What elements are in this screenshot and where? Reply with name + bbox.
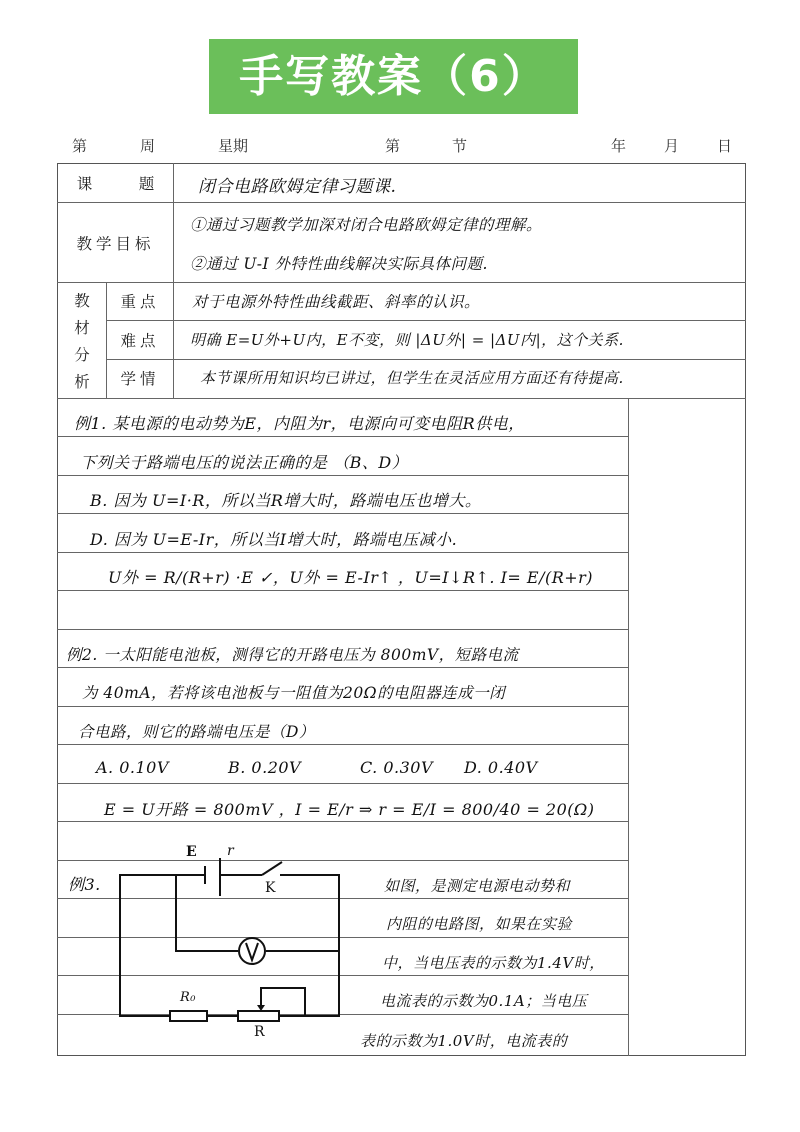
student-status-value: 本节课所用知识均已讲过，但学生在灵活应用方面还有待提高. <box>200 369 624 387</box>
weekday-label: 星期 <box>218 137 249 155</box>
objective-1: ①通过习题教学加深对闭合电路欧姆定律的理解。 <box>190 216 543 234</box>
ex2-option-b: B. 0.20V <box>228 758 302 777</box>
ruled-line <box>57 783 628 784</box>
ex2-line-2: 为 40mA，若将该电池板与一阻值为20Ω的电阻器连成一闭 <box>82 684 506 702</box>
margin-divider <box>628 398 629 1056</box>
ruled-line <box>57 513 628 514</box>
ruled-line <box>57 937 628 938</box>
ex1-line-2: 下列关于路端电压的说法正确的是 （B、D） <box>80 453 409 472</box>
ruled-line <box>57 744 628 745</box>
ex1-option-b: B. 因为 U=I·R，所以当R增大时，路端电压也增大。 <box>90 491 482 510</box>
ex2-option-c: C. 0.30V <box>360 758 434 777</box>
ruled-line <box>57 706 628 707</box>
topic-value: 闭合电路欧姆定律习题课. <box>198 177 397 197</box>
emf-label: E <box>186 844 198 860</box>
internal-resistance-label: r <box>227 843 235 859</box>
header-row <box>0 135 800 157</box>
week-suffix: 周 <box>140 137 156 155</box>
ruled-line <box>57 590 628 591</box>
day-label: 日 <box>717 137 733 155</box>
r0-label: R₀ <box>180 990 196 1005</box>
ruled-line <box>57 898 628 899</box>
rheostat-label: R <box>254 1024 266 1040</box>
ex2-solution: E = U开路 = 800mV ，I = E/r ⇒ r = E/I = 800/40 = 20(Ω) <box>104 800 595 819</box>
objective-2: ②通过 U-I 外特性曲线解决实际具体问题. <box>190 255 488 273</box>
ex3-line-2: 内阻的电路图，如果在实验 <box>386 915 573 933</box>
label-column-divider <box>173 163 174 399</box>
ruled-line <box>57 821 628 822</box>
key-point-label: 重点 <box>120 293 160 311</box>
divider <box>57 282 746 283</box>
ex2-option-d: D. 0.40V <box>464 758 538 777</box>
divider <box>106 359 746 360</box>
divider <box>57 398 746 399</box>
difficulty-value: 明确 E=U外+U内，E不变，则 |ΔU外| = |ΔU内|，这个关系. <box>190 331 624 349</box>
ruled-line <box>57 629 628 630</box>
key-point-value: 对于电源外特性曲线截距、斜率的认识。 <box>192 293 481 311</box>
period-suffix: 节 <box>452 137 468 155</box>
week-prefix: 第 <box>72 137 88 155</box>
ruled-line <box>57 667 628 668</box>
ex3-label: 例3. <box>68 875 101 894</box>
ex3-line-3: 中，当电压表的示数为1.4V时， <box>382 954 605 972</box>
ex1-formula: U外 = R/(R+r) ·E ✓，U外 = E-Ir↑ ，U=I↓R↑. I= E/(R+r) <box>108 568 594 587</box>
ex3-line-5: 表的示数为1.0V时，电流表的 <box>360 1032 568 1050</box>
analysis-group-label: 教 材 分 析 <box>74 292 90 391</box>
ex2-line-3: 合电路，则它的路端电压是（D） <box>78 723 315 741</box>
ruled-line <box>57 975 628 976</box>
ex2-line-1: 例2. 一太阳能电池板，测得它的开路电压为 800mV，短路电流 <box>66 646 519 664</box>
banner-title: 手写教案（6） <box>209 39 578 114</box>
student-status-label: 学情 <box>120 370 160 388</box>
ruled-line <box>57 860 628 861</box>
period-prefix: 第 <box>385 137 401 155</box>
topic-label: 课 题 <box>76 175 155 193</box>
year-label: 年 <box>611 137 627 155</box>
ex3-line-1: 如图，是测定电源电动势和 <box>384 877 571 895</box>
ex1-line-1: 例1. 某电源的电动势为E，内阻为r，电源向可变电阻R供电， <box>74 414 525 433</box>
ruled-line <box>57 1014 628 1015</box>
ruled-line <box>57 475 628 476</box>
divider <box>57 202 746 203</box>
divider <box>106 320 746 321</box>
ruled-line <box>57 436 628 437</box>
objectives-label: 教学目标 <box>76 235 155 253</box>
ex3-line-4: 电流表的示数为0.1A；当电压 <box>380 992 588 1010</box>
difficulty-label: 难点 <box>120 332 160 350</box>
month-label: 月 <box>664 137 680 155</box>
ex1-option-d: D. 因为 U=E-Ir，所以当I增大时，路端电压减小. <box>90 530 458 549</box>
switch-label: K <box>265 880 276 896</box>
ex2-option-a: A. 0.10V <box>96 758 169 777</box>
ruled-line <box>57 552 628 553</box>
